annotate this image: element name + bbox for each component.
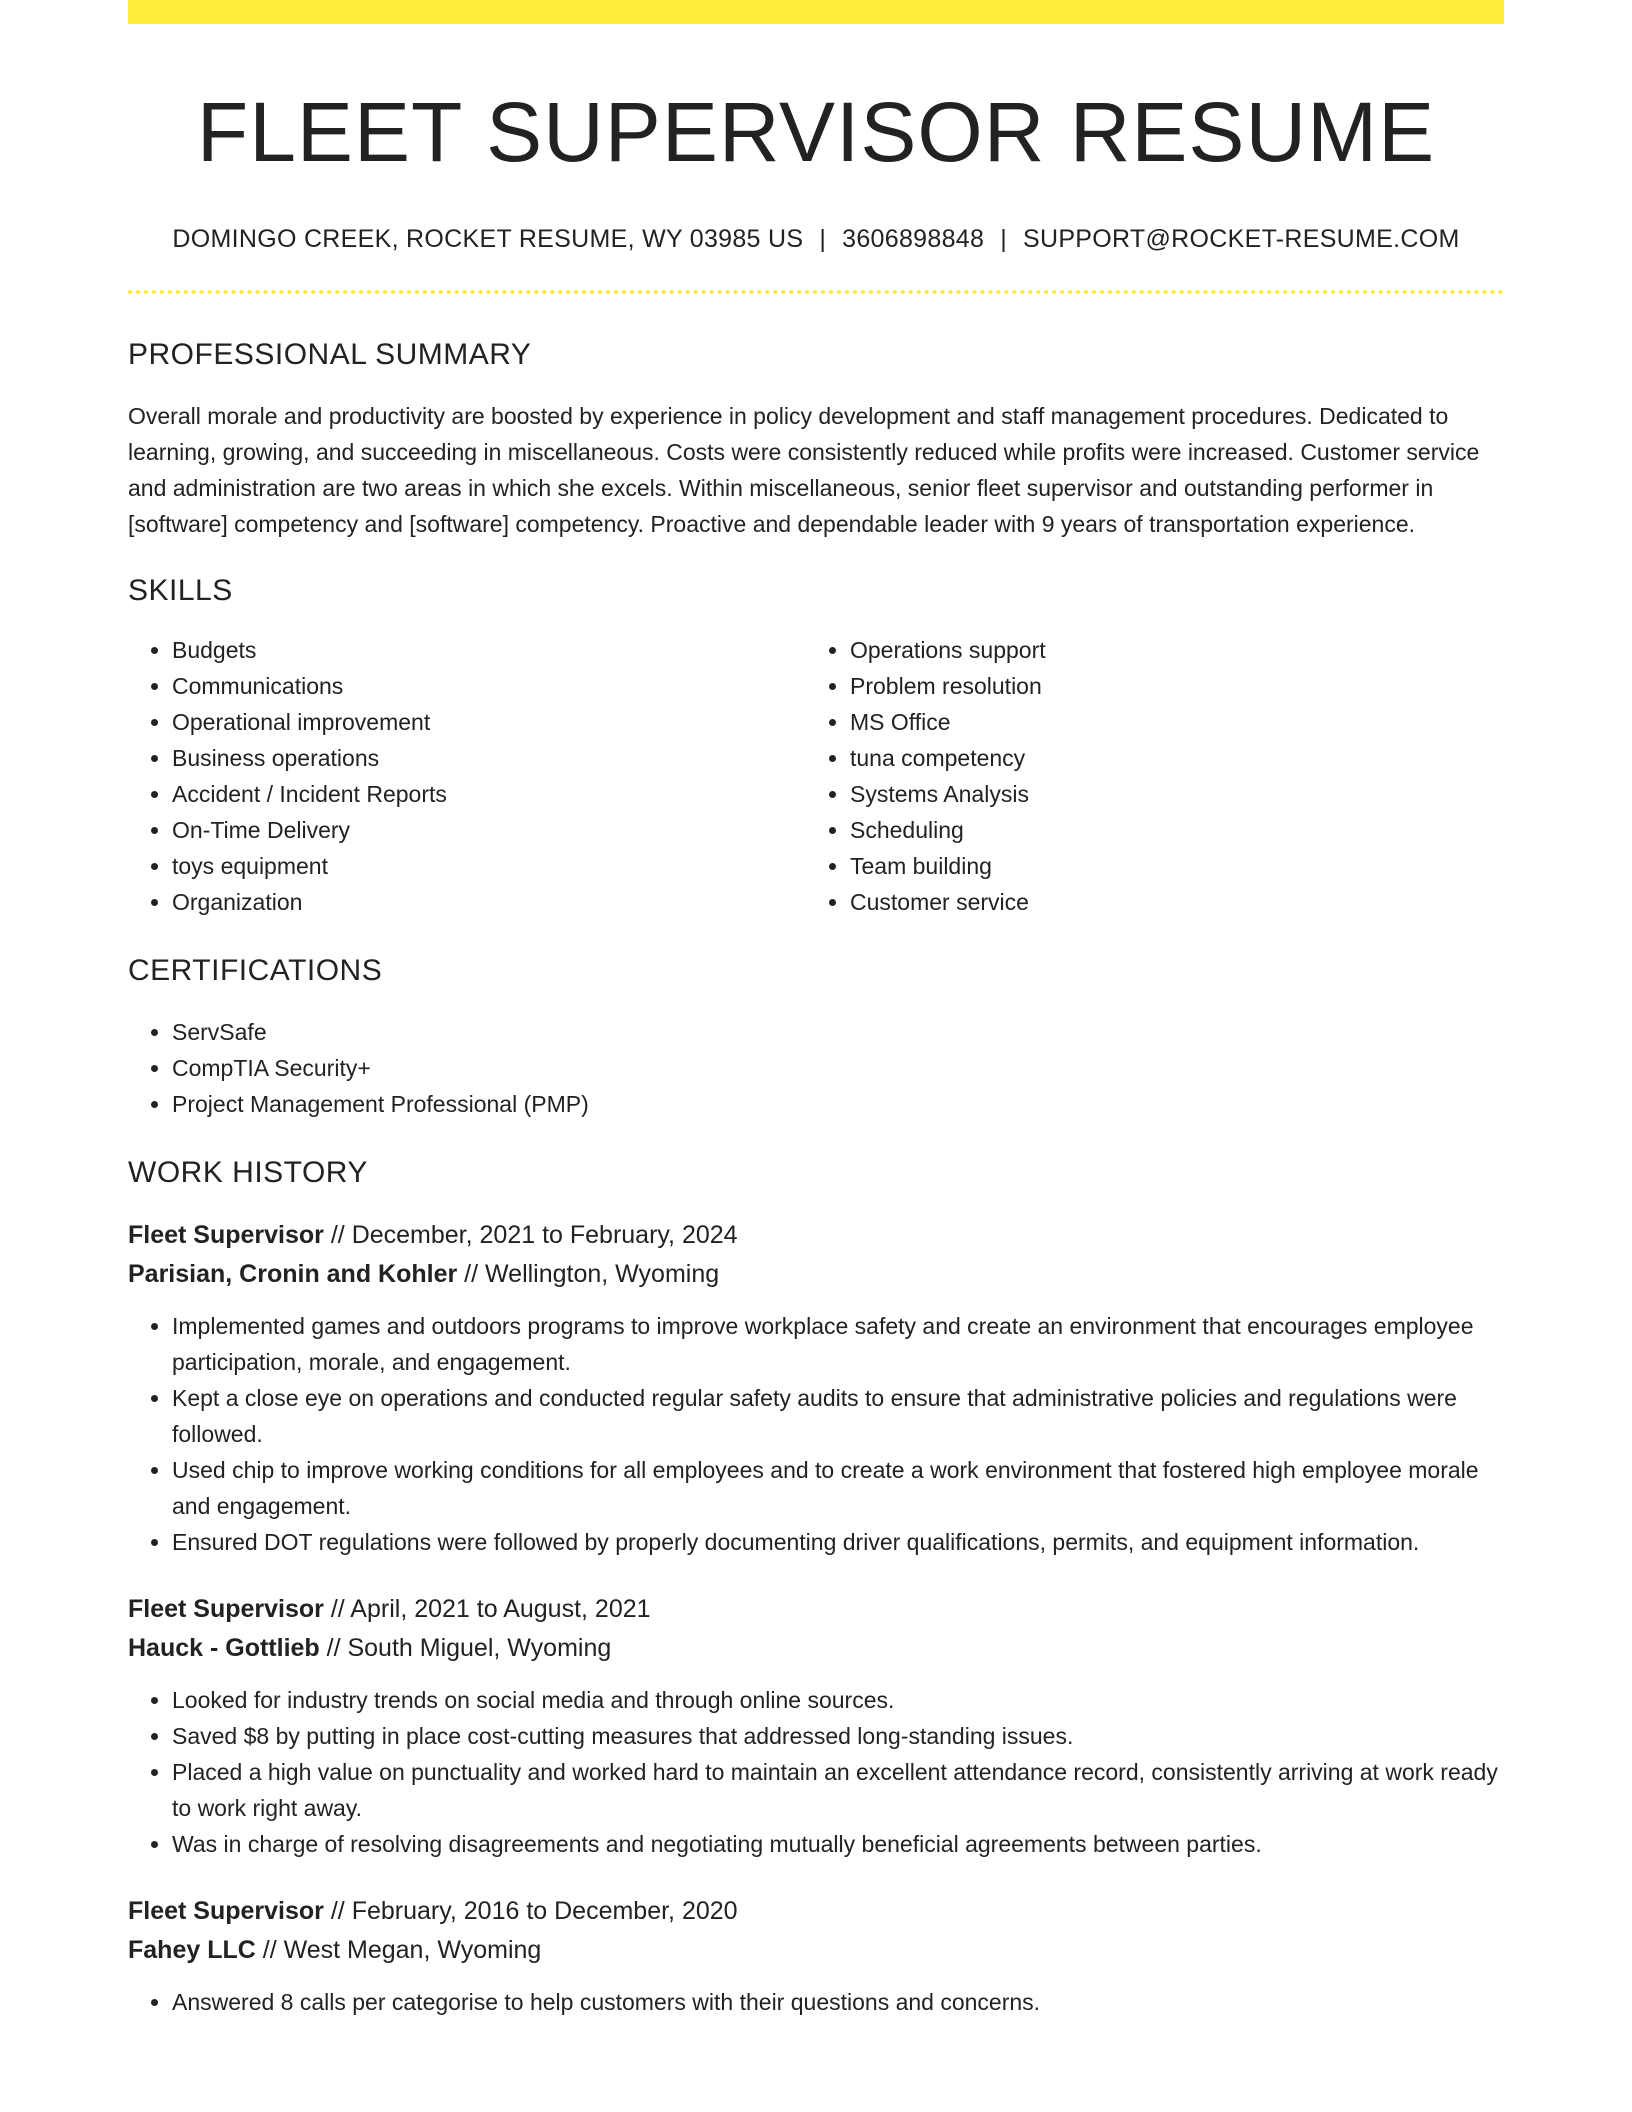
certification-item: • Project Management Professional (PMP) [172,1086,1504,1122]
skill-item: • Communications [172,668,806,704]
job-title: Fleet Supervisor [128,1896,324,1925]
contact-email: SUPPORT@ROCKET-RESUME.COM [1022,224,1460,253]
job-bullet: • Placed a high value on punctuality and worked hard to maintain an excellent attendance record, consistently arriving at work ready to work right away. [172,1754,1504,1826]
skill-item: • Problem resolution [850,668,1484,704]
skill-item: • Accident / Incident Reports [172,776,806,812]
job-company: Fahey LLC [128,1935,256,1964]
job-bullet: • Saved $8 by putting in place cost-cutting measures that addressed long-standing issues. [172,1718,1504,1754]
job-title: Fleet Supervisor [128,1594,324,1623]
job-entry [128,1892,1504,2020]
skill-item: • Team building [850,848,1484,884]
job-bullet-list [128,1984,1504,2020]
job-bullet-list [128,1308,1504,1560]
job-bullet: • Ensured DOT regulations were followed by properly documenting driver qualifications, permits, and equipment information. [172,1524,1504,1560]
skill-item: • Customer service [850,884,1484,920]
skill-item: • Organization [172,884,806,920]
certifications-list [128,1014,1504,1122]
contact-address: DOMINGO CREEK, ROCKET RESUME, WY 03985 US [172,224,804,253]
job-dates: // February, 2016 to December, 2020 [323,1896,738,1925]
skill-item: • On-Time Delivery [172,812,806,848]
job-title-line [128,1892,1504,1931]
skill-item: • tuna competency [850,740,1484,776]
job-bullet: • Looked for industry trends on social media and through online sources. [172,1682,1504,1718]
skills-heading: SKILLS [128,573,233,607]
job-company-line [128,1931,1504,1970]
certification-item: • CompTIA Security+ [172,1050,1504,1086]
job-location: // West Megan, Wyoming [255,1935,542,1964]
skill-item: • Budgets [172,632,806,668]
job-bullet: • Implemented games and outdoors programs to improve workplace safety and create an environment that encourages employee participation, morale, and engagement. [172,1308,1504,1380]
job-bullet: • Answered 8 calls per categorise to help customers with their questions and concerns. [172,1984,1504,2020]
job-bullet: • Was in charge of resolving disagreements and negotiating mutually beneficial agreements between parties. [172,1826,1504,1862]
summary-text: Overall morale and productivity are boosted by experience in policy development and staff management procedures. Dedicated to learning, growing, and succeeding in miscellaneous. Costs were consistently reduced while profits were increased. Customer service and administration are two areas in which she excels. Within miscellaneous, senior fleet supervisor and outstanding performer in [software] competency and [software] competency. Proactive and dependable leader with 9 years of transportation experience. [128,402,1480,537]
contact-separator: | [819,224,827,253]
certification-item: • ServSafe [172,1014,1504,1050]
job-bullet: • Kept a close eye on operations and conducted regular safety audits to ensure that administrative policies and regulations were followed. [172,1380,1504,1452]
skills-list-right [806,632,1484,920]
contact-line [128,225,1504,254]
skill-item: • Business operations [172,740,806,776]
job-title-line [128,1216,1504,1255]
job-location: // South Miguel, Wyoming [319,1633,612,1662]
skill-item: • MS Office [850,704,1484,740]
job-entry [128,1590,1504,1862]
job-dates: // April, 2021 to August, 2021 [323,1594,651,1623]
job-entry [128,1216,1504,1560]
job-bullet-list [128,1682,1504,1862]
skills-list-left [128,632,806,920]
skill-item: • Operational improvement [172,704,806,740]
skill-item: • Systems Analysis [850,776,1484,812]
job-company-line [128,1629,1504,1668]
job-title-line [128,1590,1504,1629]
job-location: // Wellington, Wyoming [457,1259,720,1288]
job-company-line [128,1255,1504,1294]
skill-item: • toys equipment [172,848,806,884]
contact-phone: 3606898848 [842,224,985,253]
summary-heading: PROFESSIONAL SUMMARY [128,337,532,371]
resume-title: FLEET SUPERVISOR RESUME [196,85,1436,179]
skill-item: • Scheduling [850,812,1484,848]
job-dates: // December, 2021 to February, 2024 [323,1220,738,1249]
skills-columns [128,632,1504,920]
skill-item: • Operations support [850,632,1484,668]
dotted-divider [128,290,1504,294]
job-company: Hauck - Gottlieb [128,1633,320,1662]
job-company: Parisian, Cronin and Kohler [128,1259,458,1288]
top-accent-bar [128,0,1504,24]
job-bullet: • Used chip to improve working conditions for all employees and to create a work environment that fostered high employee morale and engagement. [172,1452,1504,1524]
contact-separator: | [1000,224,1007,253]
certifications-heading: CERTIFICATIONS [128,953,383,987]
work-history-heading: WORK HISTORY [128,1155,368,1189]
job-title: Fleet Supervisor [128,1220,324,1249]
resume-page [128,0,1504,2020]
